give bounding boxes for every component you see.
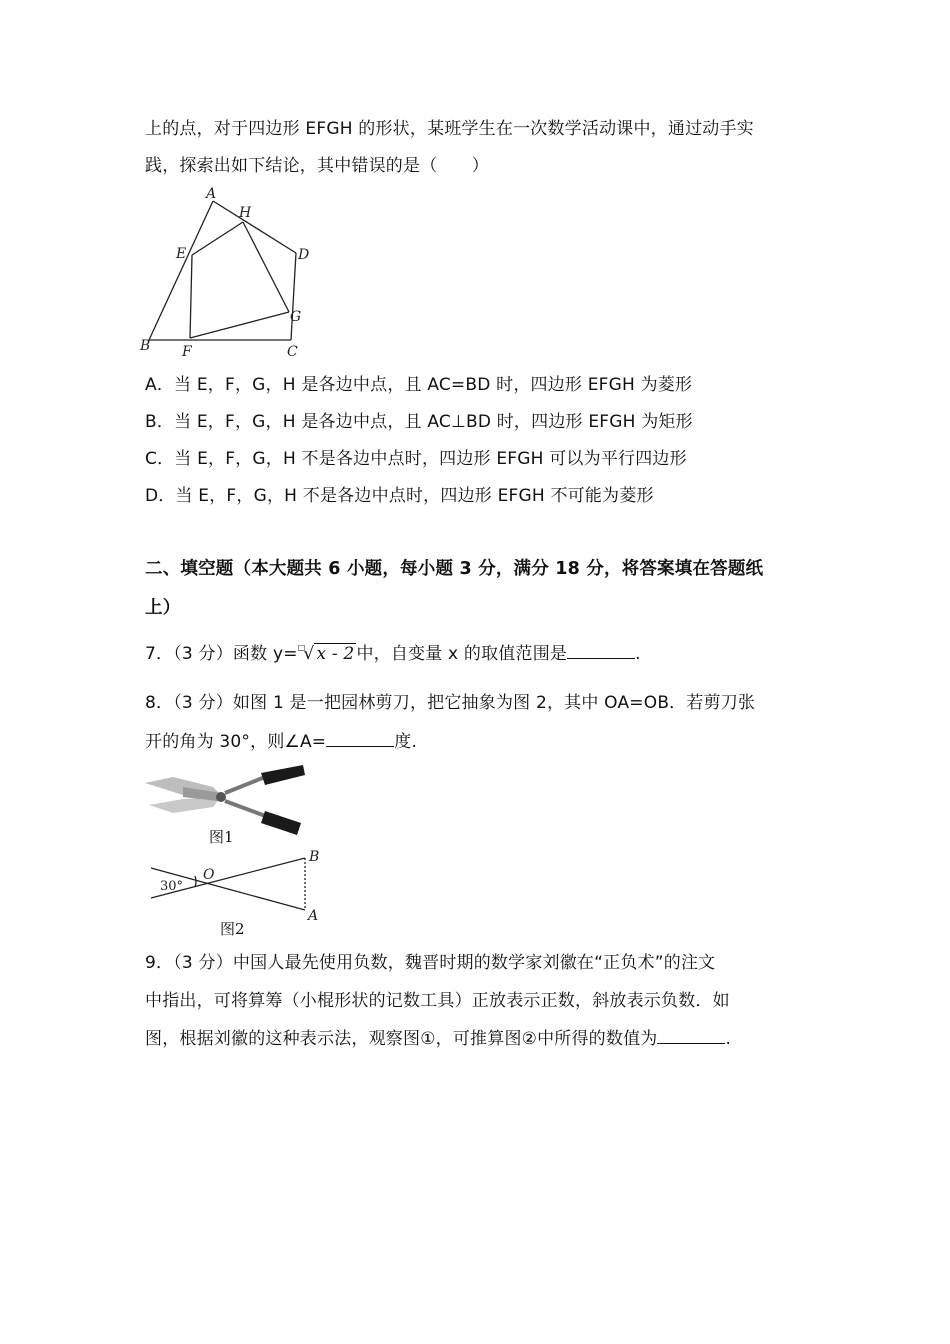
q9-end: .: [725, 1029, 732, 1049]
q7-suffix: 中，自变量 x 的取值范围是: [356, 644, 568, 664]
label-C: C: [287, 344, 298, 360]
edge-AB: [149, 201, 213, 340]
shears-handles: [225, 765, 305, 835]
angle-arc: [195, 876, 196, 887]
q8-line2: [145, 730, 417, 754]
q8-answer-blank[interactable]: [326, 730, 394, 747]
q7-radical-index: □: [297, 643, 306, 652]
edge-GF: [190, 312, 289, 338]
fig2-label-A: A: [308, 908, 319, 923]
angle-figure: [143, 848, 323, 923]
fig2-label-O: O: [203, 867, 215, 883]
option-d: D．当 E，F，G，H 不是各边中点时，四边形 EFGH 不可能为菱形: [145, 486, 654, 506]
section2-title-line1: 二、填空题（本大题共 6 小题，每小题 3 分，满分 18 分，将答案填在答题纸: [145, 559, 764, 579]
q7-radicand: x - 2: [316, 644, 355, 664]
option-c: C．当 E，F，G，H 不是各边中点时，四边形 EFGH 可以为平行四边形: [145, 449, 687, 469]
q8-line2-suffix: 度.: [394, 732, 418, 752]
q9-answer-blank[interactable]: [657, 1027, 725, 1044]
shears-blades: [145, 777, 221, 813]
label-D: D: [298, 247, 310, 263]
q9-line3: [145, 1027, 731, 1051]
edge-CD: [291, 253, 296, 340]
fig1-caption: 图1: [209, 828, 234, 846]
q9-line1: 9．（3 分）中国人最先使用负数，魏晋时期的数学家刘徽在“正负术”的注文: [145, 953, 716, 973]
edge-HG: [243, 222, 289, 312]
q7-answer-blank[interactable]: [567, 642, 635, 659]
q8-line1: 8．（3 分）如图 1 是一把园林剪刀，把它抽象为图 2，其中 OA=OB．若剪刀张: [145, 693, 756, 713]
option-a: A．当 E，F，G，H 是各边中点，且 AC=BD 时，四边形 EFGH 为菱形: [145, 375, 693, 395]
label-A: A: [206, 186, 217, 202]
q6-line2: 践，探索出如下结论，其中错误的是（ ）: [145, 156, 489, 176]
q8-line2-prefix: 开的角为 30°，则∠A=: [145, 732, 327, 752]
q9-line3-prefix: 图，根据刘徽的这种表示法，观察图①，可推算图②中所得的数值为: [145, 1029, 658, 1049]
q7-prefix: 7．（3 分）函数 y=: [145, 644, 298, 664]
q7-end: .: [635, 644, 641, 664]
label-F: F: [182, 344, 192, 360]
shears-pivot: [216, 792, 226, 802]
label-E: E: [176, 246, 187, 262]
label-H: H: [239, 205, 252, 221]
section2-title-line2: 上）: [145, 598, 181, 618]
q7-radical: □√ x - 2: [297, 643, 355, 664]
q7-line: [145, 642, 641, 669]
label-G: G: [290, 309, 302, 325]
edge-FE: [190, 255, 192, 338]
q6-line1: 上的点，对于四边形 EFGH 的形状，某班学生在一次数学活动课中，通过动手实: [145, 119, 754, 139]
fig2-angle-label: 30°: [160, 879, 184, 894]
edge-EH: [192, 222, 243, 255]
option-b: B．当 E，F，G，H 是各边中点，且 AC⊥BD 时，四边形 EFGH 为矩形: [145, 412, 693, 432]
fig2-label-B: B: [309, 849, 320, 865]
q9-line2: 中指出，可将算筹（小棍形状的记数工具）正放表示正数，斜放表示负数．如: [145, 991, 730, 1011]
quadrilateral-figure: [138, 185, 318, 360]
label-B: B: [140, 338, 151, 354]
fig2-caption: 图2: [220, 920, 245, 938]
